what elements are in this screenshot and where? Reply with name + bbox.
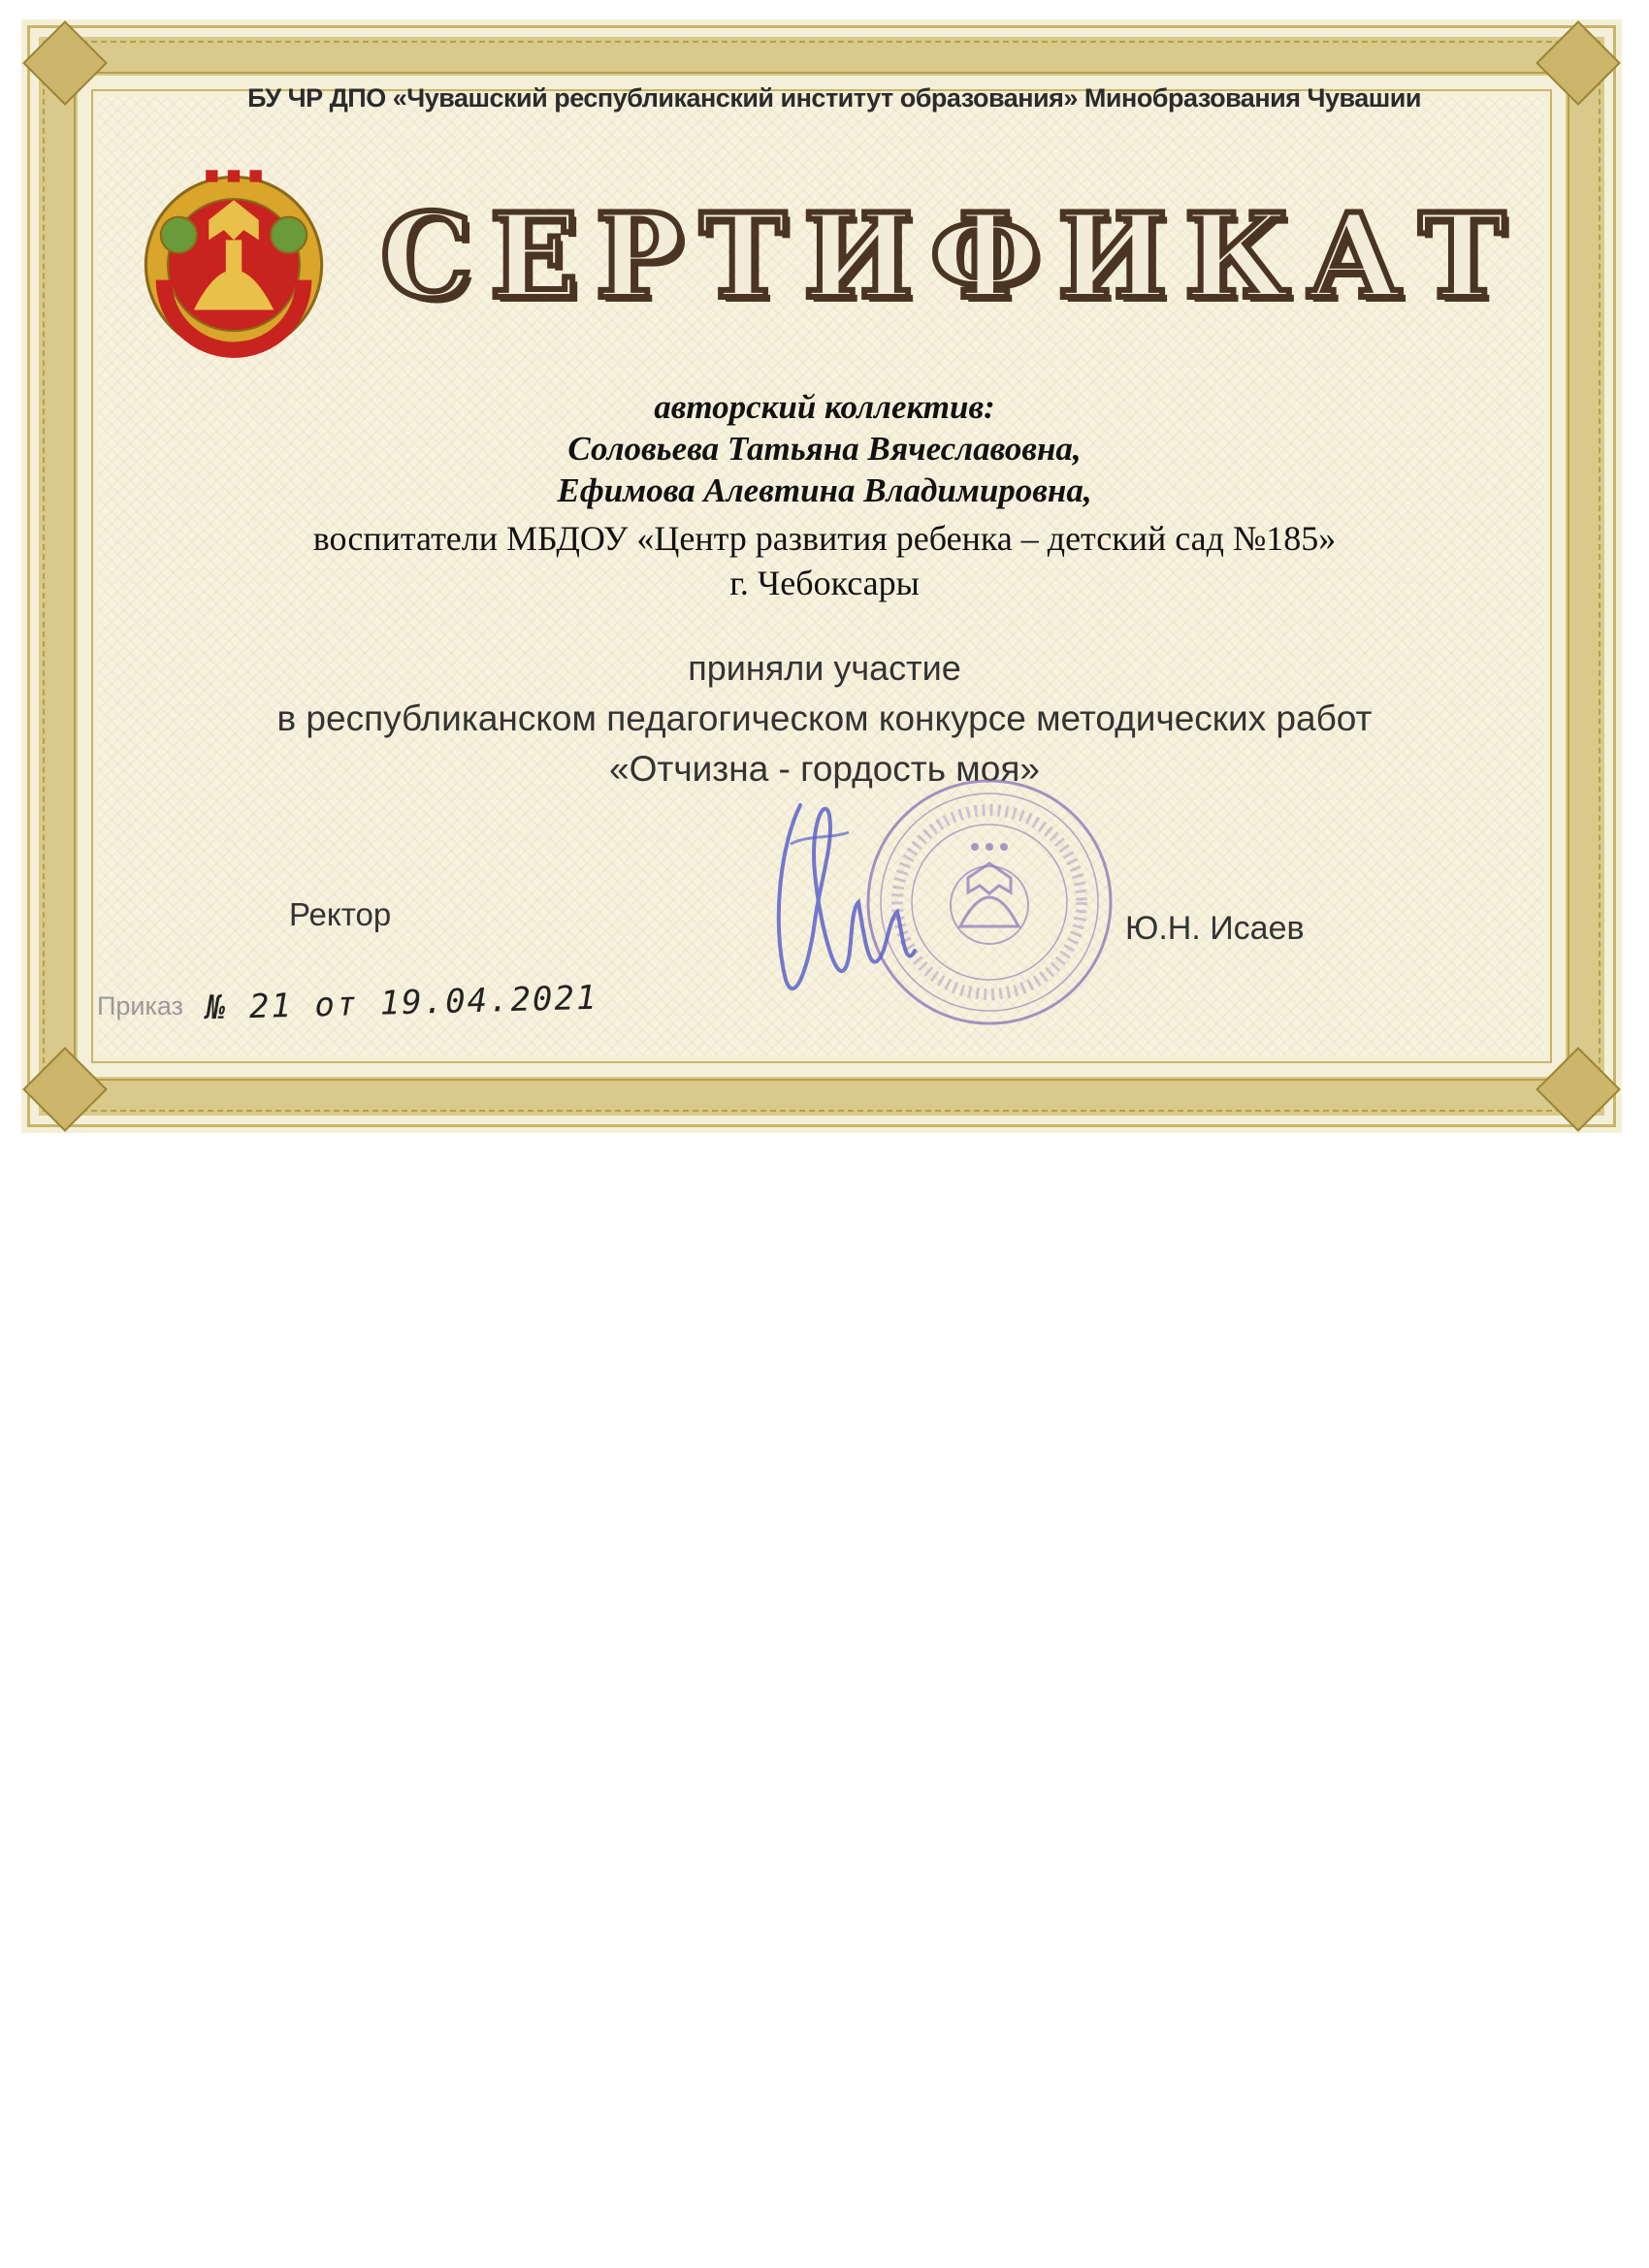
order-number-handwritten: № 21 от 19.04.2021 xyxy=(205,978,598,1028)
title-letter: Т xyxy=(699,188,787,325)
author-city: г. Чебоксары xyxy=(729,564,920,602)
title-letter: К xyxy=(1183,188,1291,325)
title-letter: Ф xyxy=(929,188,1041,325)
contest-description: в республиканском педагогическом конкурсе методических работ xyxy=(276,698,1373,738)
certificate-title xyxy=(380,184,1505,330)
author-name: Соловьева Татьяна Вячеславовна, xyxy=(567,430,1082,468)
order-label: Приказ xyxy=(97,991,184,1021)
author-position: воспитатели МБДОУ «Центр развития ребенка – детский сад №185» xyxy=(312,519,1337,558)
title-letter: И xyxy=(1057,188,1168,325)
title-letter: Е xyxy=(489,188,579,325)
issuer-header: БУ ЧР ДПО «Чувашский республиканский институт образования» Минобразования Чувашии xyxy=(247,83,1421,113)
title-letter: Р xyxy=(595,188,683,325)
participation-text: приняли участие xyxy=(688,648,961,688)
chuvash-emblem-icon xyxy=(134,160,334,360)
title-letter: И xyxy=(803,188,914,325)
title-letter: Т xyxy=(1418,188,1505,325)
rector-name: Ю.Н. Исаев xyxy=(1125,910,1305,947)
collective-label: авторский коллектив: xyxy=(654,388,995,426)
title-letter: А xyxy=(1307,188,1403,325)
contest-name: «Отчизна - гордость моя» xyxy=(609,749,1040,789)
rector-label: Ректор xyxy=(289,896,392,932)
rector-signature-icon xyxy=(742,786,926,1019)
author-name: Ефимова Алевтина Владимировна, xyxy=(557,471,1092,509)
title-letter: С xyxy=(380,188,473,325)
